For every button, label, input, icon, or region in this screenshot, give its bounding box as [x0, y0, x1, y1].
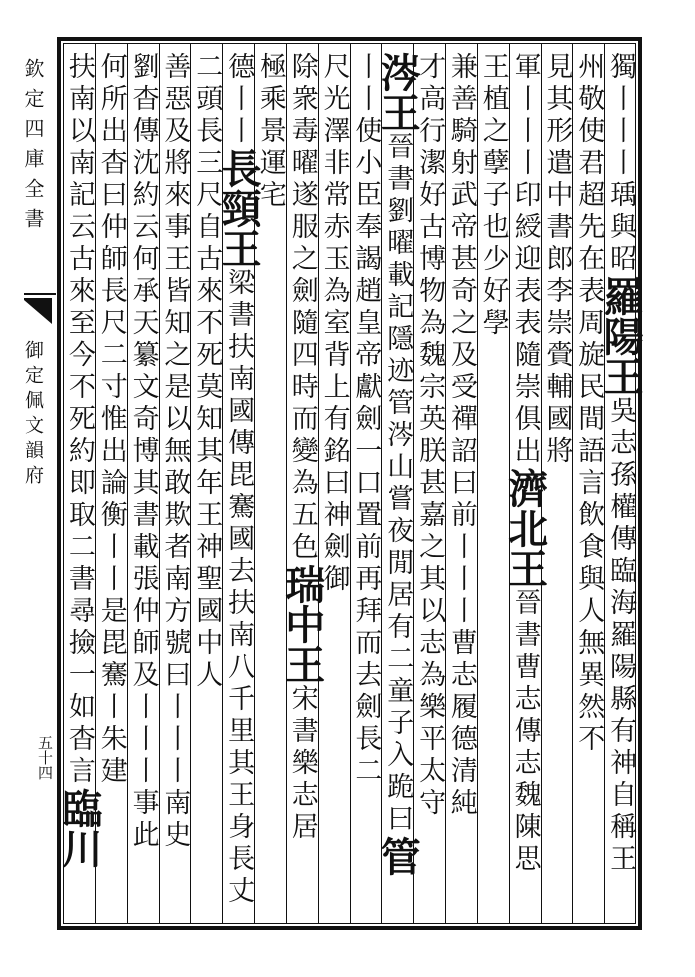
- column-rule: [190, 44, 191, 923]
- fishtail-mark-icon: [22, 290, 56, 330]
- entry-heading: 羅陽王: [597, 276, 645, 396]
- entry-text: 極乘景運宅: [254, 52, 286, 212]
- column-rule: [254, 44, 255, 923]
- entry-text: 二頭長三尺自古來不死莫知其年王神聖國中人: [191, 52, 223, 692]
- entry-text: 晉書曹志傳志魏陳思: [509, 588, 541, 876]
- column-rule: [541, 44, 542, 923]
- entry-text: 扶南以南記云古來至今不死約即取二書尋撿一如杳言: [63, 52, 95, 788]
- entry-text: 獨丨丨丨瑀與昭: [605, 52, 637, 276]
- page-number: 五十四: [36, 735, 54, 780]
- text-column: [55, 52, 103, 920]
- entry-heading: 涔王: [374, 52, 422, 132]
- entry-text: 州敬使君超先在表周旋民間語言飲食與人無異然不: [573, 52, 605, 756]
- column-rule: [445, 44, 446, 923]
- column-rule: [572, 44, 573, 923]
- entry-text: 吳志孫權傳臨海羅陽縣有神自稱王: [605, 396, 637, 876]
- column-rule: [381, 44, 382, 923]
- column-rule: [222, 44, 223, 923]
- entry-heading: 臨川: [55, 788, 103, 868]
- column-rule: [604, 44, 605, 923]
- entry-text: 宋書樂志居: [286, 684, 318, 844]
- entry-text: 見其形遣中書郎李崇賫輔國將: [541, 52, 573, 468]
- entry-heading: 濟北王: [501, 468, 549, 588]
- column-rule: [159, 44, 160, 923]
- entry-text: 梁書扶南國傳毘騫國去扶南八千里其王身長丈: [223, 268, 255, 908]
- entry-text: 軍丨丨丨印綬迎表表隨崇俱出: [509, 52, 541, 468]
- entry-text: 兼善騎射武帝甚奇之及受禪詔曰前丨丨丨曹志履德清純: [445, 52, 477, 820]
- entry-heading: 長頸王: [215, 148, 263, 268]
- column-rule: [127, 44, 128, 923]
- volume-title: 御定佩文韻府: [22, 340, 44, 490]
- entry-text: 尺光澤非常赤玉為室背上有銘曰神劍御: [318, 52, 350, 596]
- column-rule: [350, 44, 351, 923]
- column-rule: [318, 44, 319, 923]
- entry-heading: 瑞中王: [278, 564, 326, 684]
- column-rule: [477, 44, 478, 923]
- entry-text: 德丨丨: [223, 52, 255, 148]
- column-rule: [509, 44, 510, 923]
- entry-text: 王植之孽子也少好學: [477, 52, 509, 340]
- entry-text: 善惡及將來事王皆知之是以無敢欺者南方號曰丨丨丨南史: [159, 52, 191, 852]
- entry-text: 才高行潔好古博物為魏宗英朕甚嘉之其以志為樂平太守: [414, 52, 446, 820]
- entry-heading: 管: [374, 836, 422, 876]
- entry-text: 除衆毒曜遂服之劍隨四時而變為五色: [286, 52, 318, 564]
- entry-text: 晉書劉曜載記隱迹管涔山嘗夜閒居有二童子入跪曰: [382, 132, 414, 836]
- entry-text: 何所出杳曰仲師長尺二寸惟出論衡丨丨是毘騫丨朱建: [95, 52, 127, 788]
- entry-text: 丨丨使小臣奉謁趙皇帝獻劍一口置前再拜而去劍長二: [350, 52, 382, 788]
- book-title: 欽定四庫全書: [21, 58, 45, 238]
- column-rule: [286, 44, 287, 923]
- column-rule: [413, 44, 414, 923]
- entry-text: 劉杳傳沈約云何承天纂文奇博其書載張仲師及丨丨丨事此: [127, 52, 159, 852]
- column-rule: [95, 44, 96, 923]
